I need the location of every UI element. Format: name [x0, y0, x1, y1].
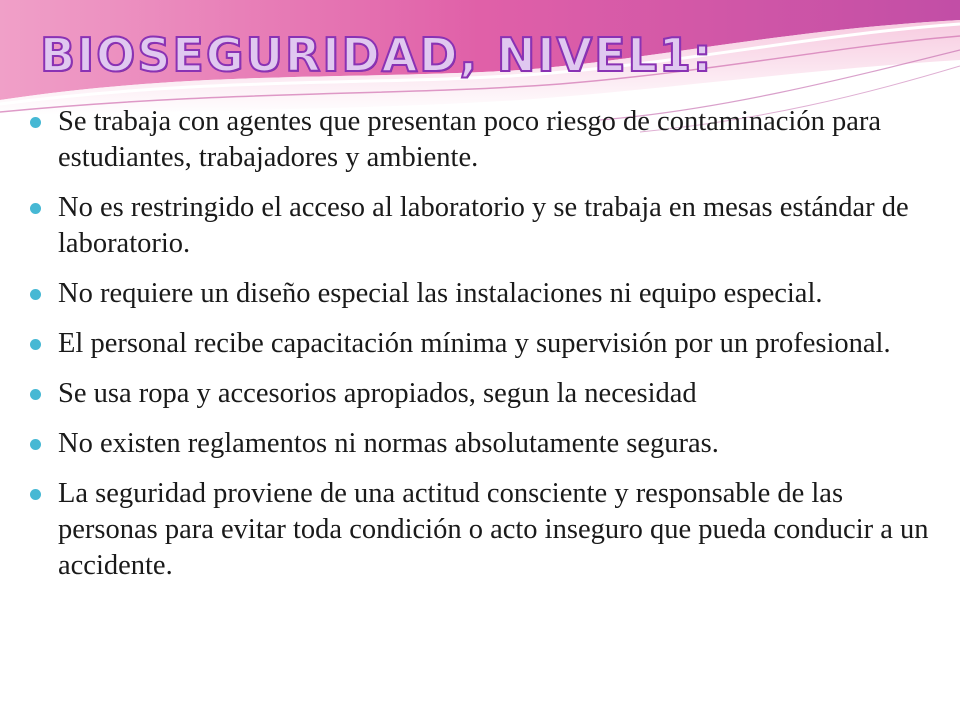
list-item: [30, 326, 940, 362]
list-item: [30, 476, 940, 584]
bullet-dot-icon: [30, 439, 41, 450]
bullet-text: Se usa ropa y accesorios apropiados, segun la necesidad: [58, 378, 697, 409]
slide-title: BIOSEGURIDAD, NIVEL1:: [40, 28, 714, 82]
list-item: [30, 376, 940, 412]
list-item: [30, 276, 940, 312]
bullet-dot-icon: [30, 489, 41, 500]
bullet-text: No es restringido el acceso al laboratorio y se trabaja en mesas estándar de laboratorio.: [58, 192, 909, 259]
bullet-text: El personal recibe capacitación mínima y supervisión por un profesional.: [58, 328, 891, 359]
list-item: [30, 104, 940, 176]
bullet-dot-icon: [30, 339, 41, 350]
bullet-text: Se trabaja con agentes que presentan poco riesgo de contaminación para estudiantes, trabajadores y ambiente.: [58, 106, 881, 173]
list-item: [30, 190, 940, 262]
bullet-dot-icon: [30, 203, 41, 214]
bullet-dot-icon: [30, 289, 41, 300]
bullet-text: La seguridad proviene de una actitud consciente y responsable de las personas para evitar toda condición o acto inseguro que pueda conducir a un accidente.: [58, 478, 929, 581]
list-item: [30, 426, 940, 462]
bullet-text: No requiere un diseño especial las instalaciones ni equipo especial.: [58, 278, 823, 309]
bullet-dot-icon: [30, 389, 41, 400]
bullet-dot-icon: [30, 117, 41, 128]
bullet-list: [30, 104, 940, 598]
bullet-text: No existen reglamentos ni normas absolutamente seguras.: [58, 428, 719, 459]
